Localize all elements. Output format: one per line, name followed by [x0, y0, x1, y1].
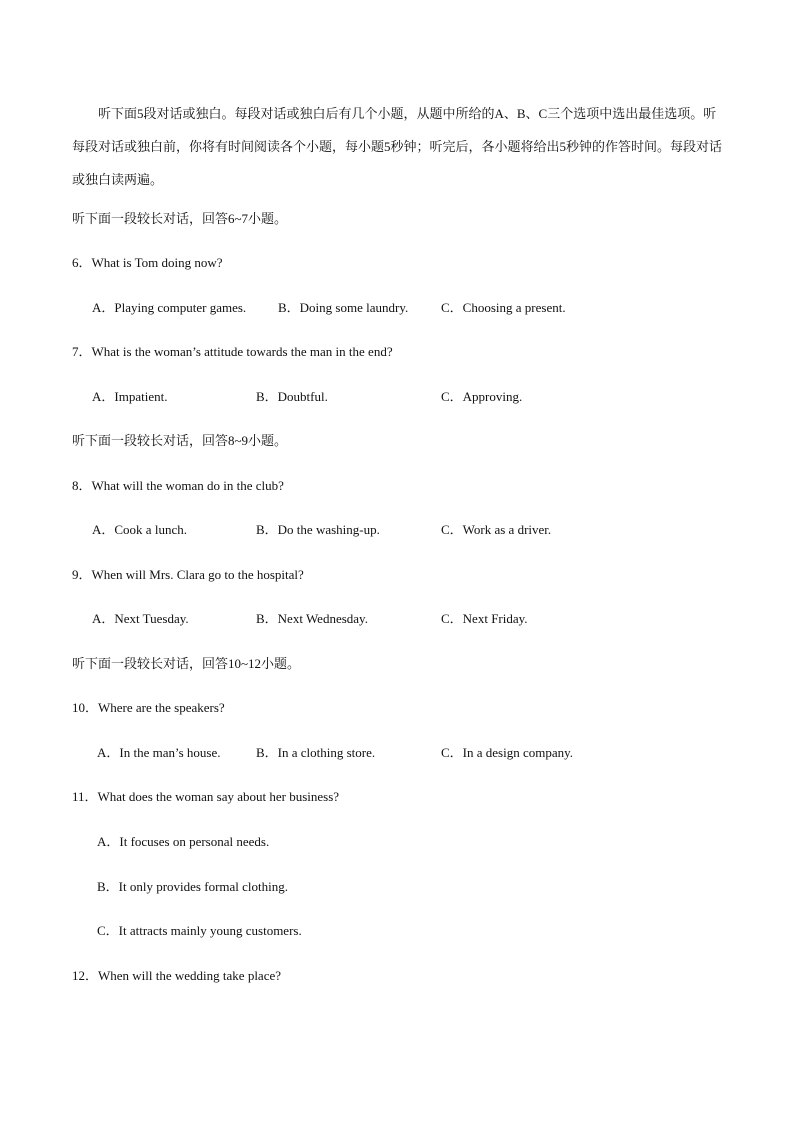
q9-option-a: A．Next Tuesday.: [92, 611, 189, 626]
q11-option-b: B．It only provides formal clothing.: [97, 879, 289, 894]
q8-option-c: C．Work as a driver.: [441, 522, 552, 537]
q8-option-a: A．Cook a lunch.: [92, 522, 187, 537]
question-8: 8．What will the woman do in the club?: [72, 478, 284, 493]
question-10: 10．Where are the speakers?: [72, 700, 225, 715]
q11-option-c: C．It attracts mainly young customers.: [97, 923, 302, 938]
q8-option-b: B．Do the washing-up.: [256, 522, 380, 537]
section-heading-6-7: 听下面一段较长对话，回答6~7小题。: [72, 211, 288, 226]
question-7: 7．What is the woman’s attitude towards the man in the end?: [72, 344, 393, 359]
q7-option-b: B．Doubtful.: [256, 389, 328, 404]
q6-option-c: C．Choosing a present.: [441, 300, 566, 315]
question-12: 12．When will the wedding take place?: [72, 968, 282, 983]
q9-option-c: C．Next Friday.: [441, 611, 528, 626]
q7-option-c: C．Approving.: [441, 389, 523, 404]
q11-option-a: A．It focuses on personal needs.: [97, 834, 270, 849]
q6-option-b: B．Doing some laundry.: [278, 300, 409, 315]
q9-option-b: B．Next Wednesday.: [256, 611, 368, 626]
instructions-paragraph: 听下面5段对话或独白。每段对话或独白后有几个小题，从题中所给的A、B、C三个选项中选出最佳选项。听每段对话或独白前，你将有时间阅读各个小题，每小题5秒钟；听完后，各小题将给出5秒钟的作答时间。每段对话或独白读两遍。: [72, 106, 723, 187]
q10-option-c: C．In a design company.: [441, 745, 574, 760]
section-heading-10-12: 听下面一段较长对话，回答10~12小题。: [72, 656, 301, 671]
q10-option-a: A．In the man’s house.: [97, 745, 221, 760]
q6-option-a: A．Playing computer games.: [92, 300, 247, 315]
section-heading-8-9: 听下面一段较长对话，回答8~9小题。: [72, 433, 288, 448]
q10-option-b: B．In a clothing store.: [256, 745, 376, 760]
question-6: 6．What is Tom doing now?: [72, 255, 223, 270]
question-11: 11．What does the woman say about her business?: [72, 789, 340, 804]
question-9: 9．When will Mrs. Clara go to the hospital?: [72, 567, 304, 582]
q7-option-a: A．Impatient.: [92, 389, 168, 404]
